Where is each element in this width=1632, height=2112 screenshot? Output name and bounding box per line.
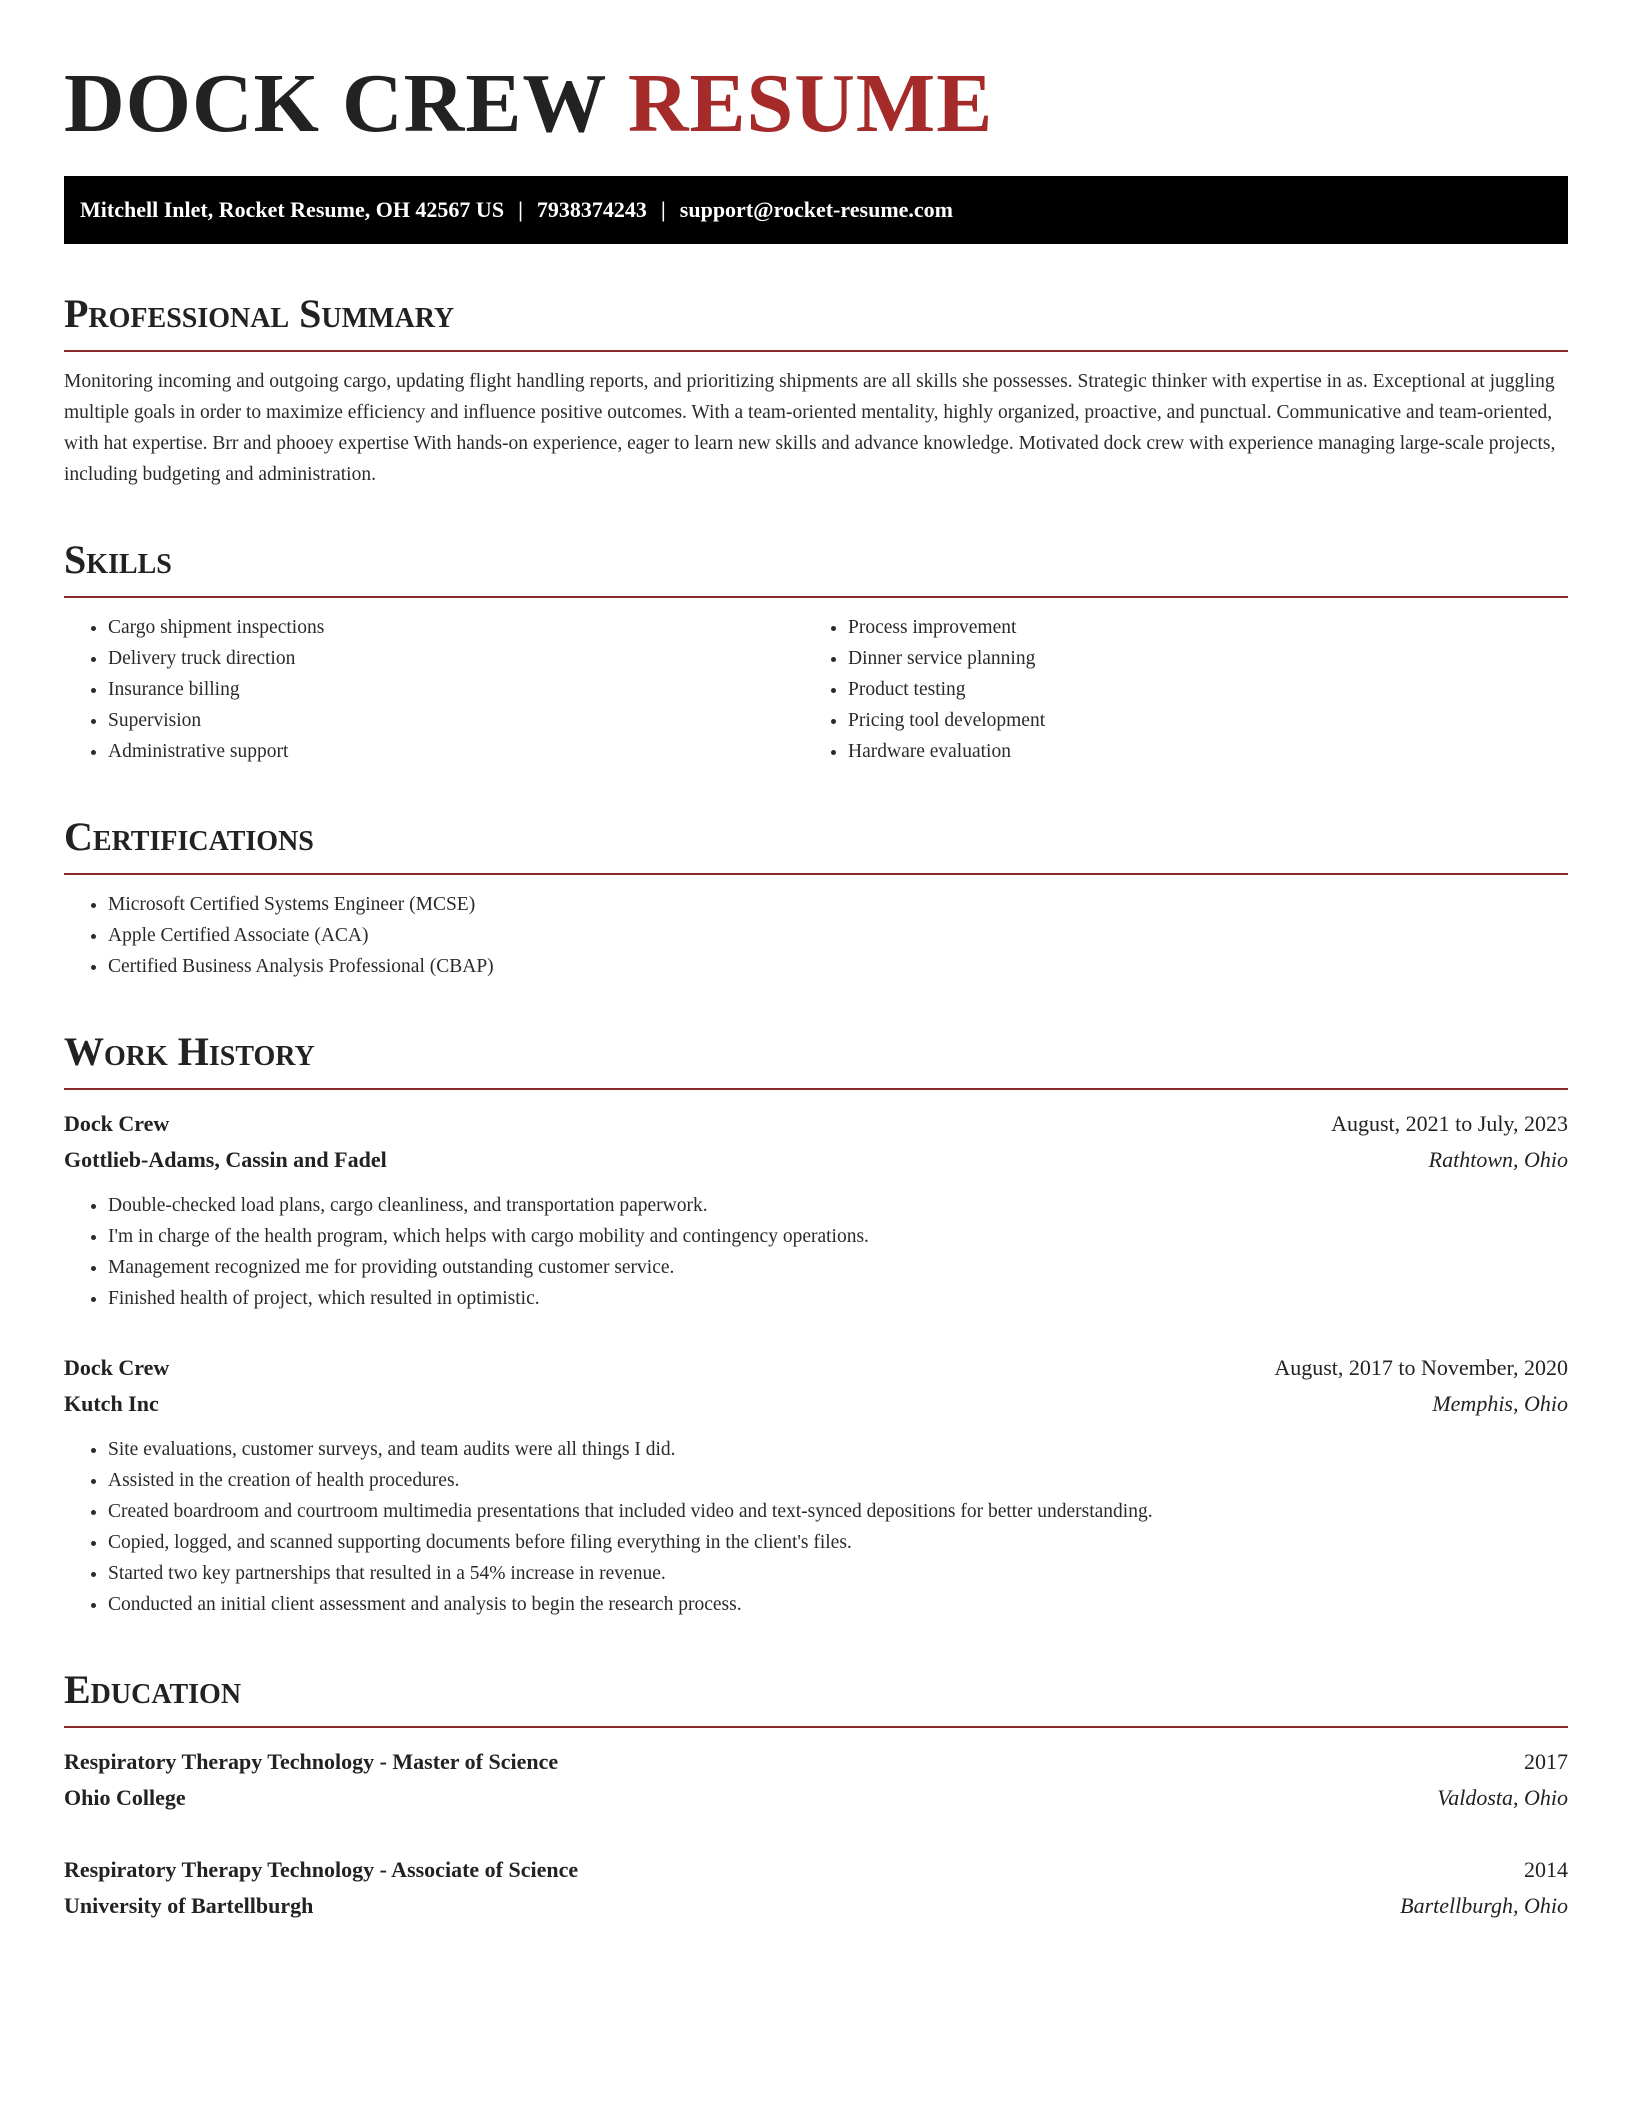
education-entry (64, 1852, 1568, 1924)
education-school-row (64, 1888, 1568, 1924)
certification-item: • Certified Business Analysis Professional (CBAP) (108, 951, 1568, 982)
job-entry (64, 1350, 1568, 1620)
job-bullet: • Site evaluations, customer surveys, and team audits were all things I did. (108, 1434, 1568, 1465)
skill-item: • Product testing (848, 674, 1568, 705)
title-accent: RESUME (627, 57, 994, 150)
job-title: Dock Crew (64, 1355, 170, 1380)
job-entry (64, 1106, 1568, 1314)
contact-bar (64, 176, 1568, 244)
education-degree: Respiratory Therapy Technology - Master of Science (64, 1749, 559, 1774)
job-bullet: • I'm in charge of the health program, which helps with cargo mobility and contingency operations. (108, 1221, 1568, 1252)
job-header-row (64, 1106, 1568, 1142)
skill-item: • Cargo shipment inspections (108, 612, 816, 643)
job-header-row (64, 1350, 1568, 1386)
title-primary: DOCK CREW (64, 57, 606, 150)
skill-item: • Hardware evaluation (848, 736, 1568, 767)
education-entry (64, 1744, 1568, 1816)
education-school: University of Bartellburgh (64, 1893, 314, 1918)
job-bullet: • Conducted an initial client assessment and analysis to begin the research process. (108, 1589, 1568, 1620)
summary-text: Monitoring incoming and outgoing cargo, updating flight handling reports, and prioritizing shipments are all skills she possesses. Strategic thinker with expertise in as. Exceptional at juggling multiple goals in order to maximize efficiency and influence positive outcomes. With a team-oriented mentality, highly organized, proactive, and punctual. Communicative and team-oriented, with hat expertise. Brr and phooey expertise With hands-on experience, eager to learn new skills and advance knowledge. Motivated dock crew with experience managing large-scale projects, including budgeting and administration. (64, 371, 1556, 485)
contact-separator: | (518, 197, 523, 222)
contact-address: Mitchell Inlet, Rocket Resume, OH 42567 US (80, 197, 505, 222)
certification-item: • Microsoft Certified Systems Engineer (MCSE) (108, 889, 1568, 920)
education-degree-row (64, 1852, 1568, 1888)
work-history-section (64, 1026, 1568, 1620)
education-year: 2014 (1524, 1857, 1568, 1882)
work-history-heading: Work History (64, 1026, 1568, 1090)
skills-list-left (64, 612, 816, 767)
skill-item: • Delivery truck direction (108, 643, 816, 674)
education-location: Valdosta, Ohio (1437, 1785, 1568, 1810)
skill-item: • Insurance billing (108, 674, 816, 705)
job-bullet: • Created boardroom and courtroom multimedia presentations that included video and text-synced depositions for better understanding. (108, 1496, 1568, 1527)
job-bullets (64, 1190, 1568, 1314)
education-heading: Education (64, 1664, 1568, 1728)
certifications-heading: Certifications (64, 811, 1568, 875)
job-dates: August, 2017 to November, 2020 (1274, 1355, 1568, 1380)
job-company: Gottlieb-Adams, Cassin and Fadel (64, 1147, 387, 1172)
summary-section (64, 288, 1568, 490)
job-bullet: • Started two key partnerships that resulted in a 54% increase in revenue. (108, 1558, 1568, 1589)
job-bullet: • Assisted in the creation of health procedures. (108, 1465, 1568, 1496)
job-dates: August, 2021 to July, 2023 (1331, 1111, 1568, 1136)
job-company-row (64, 1142, 1568, 1178)
skills-section (64, 534, 1568, 767)
contact-email: support@rocket-resume.com (679, 197, 953, 222)
resume-title (64, 0, 1568, 176)
education-school-row (64, 1780, 1568, 1816)
education-degree-row (64, 1744, 1568, 1780)
job-bullet: • Double-checked load plans, cargo cleanliness, and transportation paperwork. (108, 1190, 1568, 1221)
skill-item: • Pricing tool development (848, 705, 1568, 736)
job-bullet: • Copied, logged, and scanned supporting documents before filing everything in the client's files. (108, 1527, 1568, 1558)
skill-item: • Dinner service planning (848, 643, 1568, 674)
job-company-row (64, 1386, 1568, 1422)
job-bullet: • Finished health of project, which resulted in optimistic. (108, 1283, 1568, 1314)
certifications-list (64, 889, 1568, 982)
skill-item: • Process improvement (848, 612, 1568, 643)
skill-item: • Administrative support (108, 736, 816, 767)
summary-heading: Professional Summary (64, 288, 1568, 352)
education-degree: Respiratory Therapy Technology - Associate of Science (64, 1857, 579, 1882)
education-school: Ohio College (64, 1785, 186, 1810)
job-company: Kutch Inc (64, 1391, 159, 1416)
job-bullets (64, 1434, 1568, 1620)
contact-phone: 7938374243 (536, 197, 647, 222)
skills-grid (64, 598, 1568, 767)
skills-list-right (816, 612, 1568, 767)
certifications-section (64, 811, 1568, 982)
job-location: Rathtown, Ohio (1428, 1147, 1568, 1172)
education-location: Bartellburgh, Ohio (1400, 1893, 1568, 1918)
certification-item: • Apple Certified Associate (ACA) (108, 920, 1568, 951)
skill-item: • Supervision (108, 705, 816, 736)
skills-heading: Skills (64, 534, 1568, 598)
contact-separator: | (660, 197, 666, 222)
job-location: Memphis, Ohio (1432, 1391, 1568, 1416)
job-bullet: • Management recognized me for providing outstanding customer service. (108, 1252, 1568, 1283)
job-title: Dock Crew (64, 1111, 170, 1136)
education-section (64, 1664, 1568, 1924)
education-year: 2017 (1524, 1749, 1568, 1774)
